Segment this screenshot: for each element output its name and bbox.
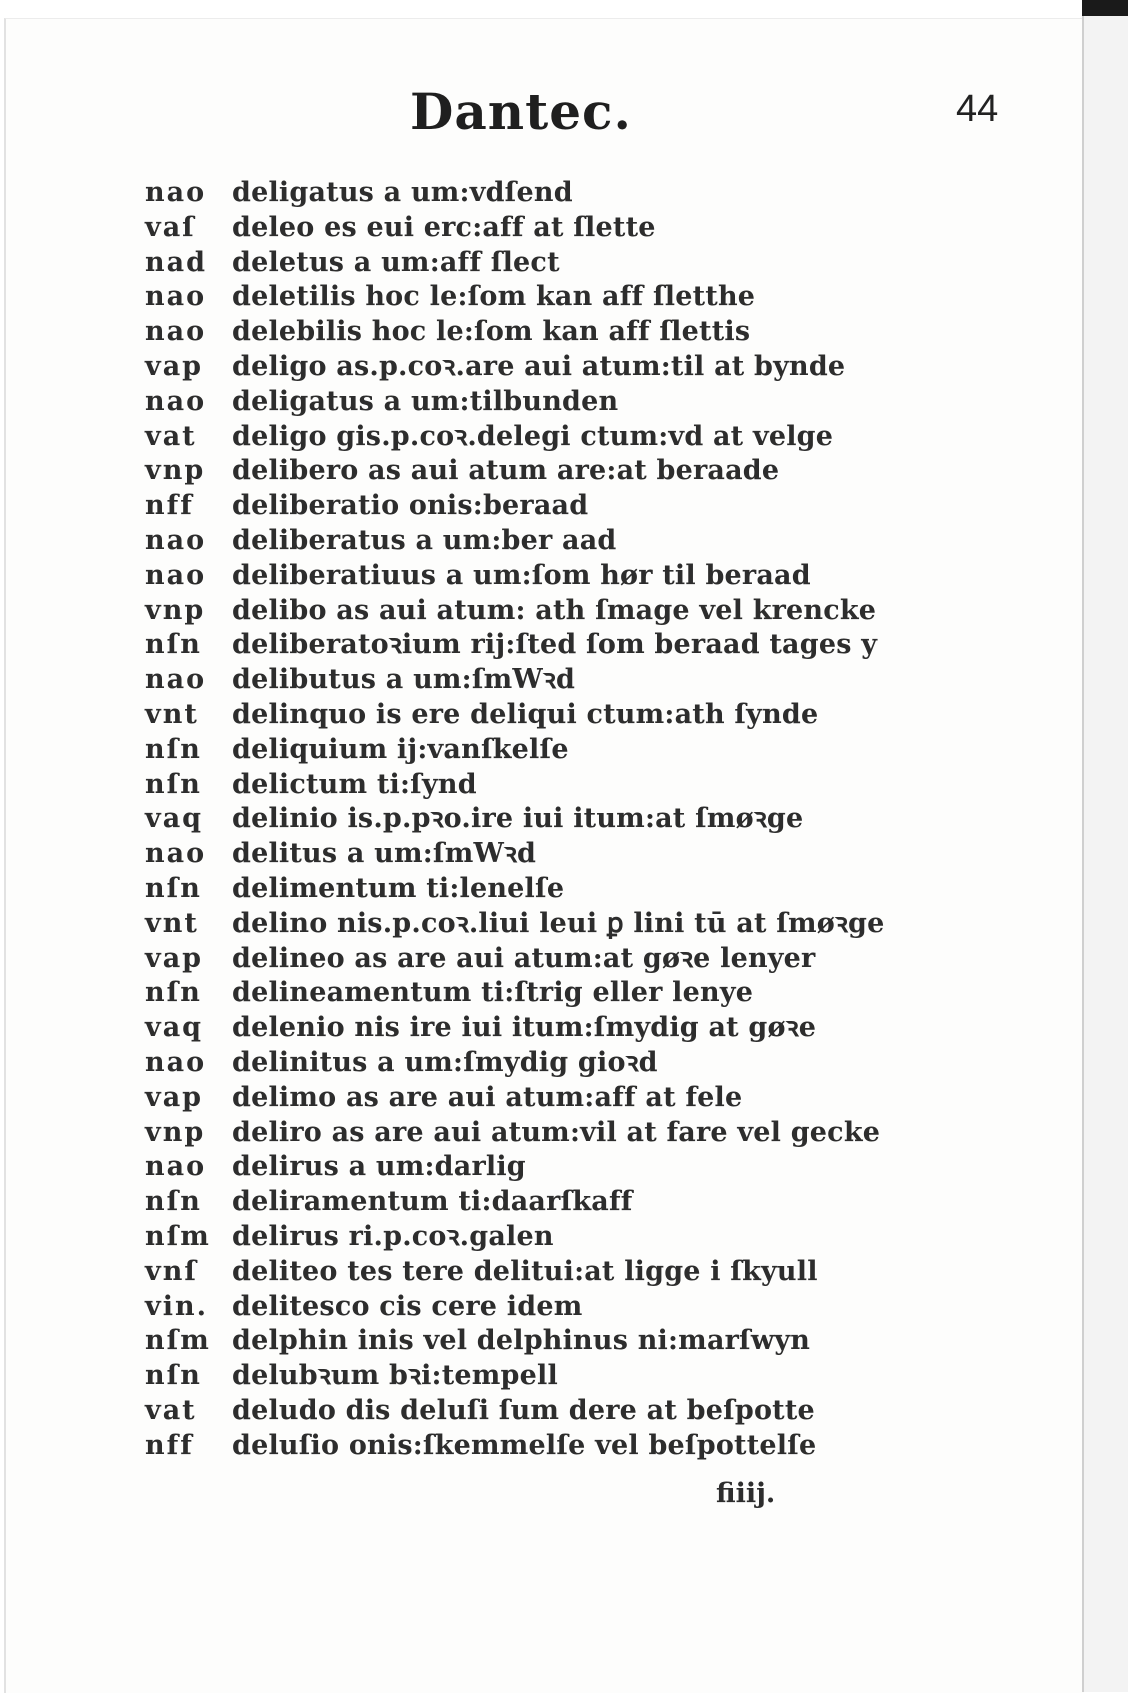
entry-text: deletus a um:aff ſlect bbox=[232, 246, 560, 278]
entry-text: delenio nis ire iui itum:ſmydig at gøꝛe bbox=[232, 1012, 817, 1044]
page-edge bbox=[1082, 0, 1128, 1692]
dictionary-entry bbox=[145, 1185, 925, 1220]
dictionary-entry bbox=[145, 385, 925, 420]
grammar-code: nao bbox=[145, 838, 207, 870]
entry-text: delphin inis vel delphinus ni:marſwyn bbox=[232, 1325, 811, 1357]
grammar-code: vap bbox=[145, 1081, 204, 1113]
dictionary-entry bbox=[145, 350, 925, 385]
grammar-code: vaq bbox=[145, 1012, 204, 1044]
grammar-code: vaſ bbox=[145, 211, 196, 243]
grammar-code: nao bbox=[145, 177, 207, 208]
dictionary-entry bbox=[145, 211, 925, 246]
dictionary-entry bbox=[145, 1255, 925, 1290]
entry-text: delitus a um:ſmWꝛd bbox=[232, 838, 537, 870]
entry-text: delineo as are aui atum:at gøꝛe lenyer bbox=[232, 942, 816, 974]
dictionary-entry bbox=[145, 942, 925, 977]
grammar-code: vnſ bbox=[145, 1255, 198, 1287]
dictionary-entry bbox=[145, 698, 925, 733]
entry-text: deligatus a um:tilbunden bbox=[232, 385, 619, 417]
grammar-code: nao bbox=[145, 385, 207, 417]
dictionary-entry bbox=[145, 1290, 925, 1325]
dictionary-entry bbox=[145, 315, 925, 350]
dictionary-entry bbox=[145, 837, 925, 872]
dictionary-entries bbox=[145, 176, 925, 1463]
dictionary-entry bbox=[145, 524, 925, 559]
grammar-code: nao bbox=[145, 1151, 207, 1183]
entry-text: deliberatoꝛium rij:ſted ſom beraad tages y bbox=[232, 629, 878, 661]
entry-text: delirus a um:darlig bbox=[232, 1151, 526, 1183]
grammar-code: vin. bbox=[145, 1290, 208, 1322]
grammar-code: nſn bbox=[145, 629, 202, 661]
grammar-code: nſn bbox=[145, 1186, 202, 1218]
entry-text: deliramentum ti:daarſkaff bbox=[232, 1186, 633, 1218]
signature-mark: fiiij. bbox=[716, 1478, 776, 1509]
scan-corner bbox=[1082, 0, 1128, 16]
dictionary-entry bbox=[145, 907, 925, 942]
entry-text: delineamentum ti:ſtrig eller lenye bbox=[232, 977, 754, 1009]
grammar-code: vat bbox=[145, 1394, 197, 1426]
grammar-code: nao bbox=[145, 281, 207, 313]
dictionary-entry bbox=[145, 1150, 925, 1185]
dictionary-entry bbox=[145, 628, 925, 663]
entry-text: delinitus a um:ſmydig gioꝛd bbox=[232, 1046, 658, 1078]
dictionary-entry bbox=[145, 454, 925, 489]
entry-text: delirus ri.p.coꝛ.galen bbox=[232, 1220, 554, 1252]
entry-text: delimo as are aui atum:aff at fele bbox=[232, 1081, 743, 1113]
grammar-code: vnp bbox=[145, 1116, 206, 1148]
grammar-code: nff bbox=[145, 1429, 194, 1461]
entry-text: delino nis.p.coꝛ.liui leui ꝑ lini tū at ſmøꝛge bbox=[232, 907, 885, 939]
dictionary-entry bbox=[145, 176, 925, 211]
grammar-code: nſn bbox=[145, 733, 202, 765]
dictionary-entry bbox=[145, 1011, 925, 1046]
dictionary-entry bbox=[145, 594, 925, 629]
dictionary-entry bbox=[145, 559, 925, 594]
grammar-code: vaq bbox=[145, 803, 204, 835]
dictionary-entry bbox=[145, 489, 925, 524]
dictionary-entry bbox=[145, 663, 925, 698]
dictionary-entry bbox=[145, 872, 925, 907]
dictionary-entry bbox=[145, 1116, 925, 1151]
entry-text: deliro as are aui atum:vil at fare vel gecke bbox=[232, 1116, 881, 1148]
running-head: Dantec. bbox=[410, 82, 632, 141]
entry-text: delimentum ti:lenelſe bbox=[232, 872, 565, 904]
entry-text: delibutus a um:ſmWꝛd bbox=[232, 664, 576, 696]
entry-text: delebilis hoc le:ſom kan aff ſlettis bbox=[232, 316, 751, 348]
entry-text: delubꝛum bꝛi:tempell bbox=[232, 1360, 558, 1392]
entry-text: deludo dis deluſi ſum dere at beſpotte bbox=[232, 1394, 815, 1426]
entry-text: deleo es eui erc:aff at ſlette bbox=[232, 211, 656, 243]
grammar-code: nſn bbox=[145, 872, 202, 904]
entry-text: delictum ti:ſynd bbox=[232, 768, 477, 800]
dictionary-entry bbox=[145, 280, 925, 315]
grammar-code: nao bbox=[145, 524, 207, 556]
entry-text: deligo gis.p.coꝛ.delegi ctum:vd at velge bbox=[232, 420, 834, 452]
entry-text: delibo as aui atum: ath ſmage vel krencke bbox=[232, 594, 877, 626]
entry-text: deliberatio onis:beraad bbox=[232, 490, 589, 522]
grammar-code: nſn bbox=[145, 1360, 202, 1392]
grammar-code: nſn bbox=[145, 977, 202, 1009]
dictionary-entry bbox=[145, 1046, 925, 1081]
grammar-code: nſm bbox=[145, 1325, 211, 1357]
grammar-code: nad bbox=[145, 246, 208, 278]
dictionary-entry bbox=[145, 1394, 925, 1429]
dictionary-entry bbox=[145, 1324, 925, 1359]
entry-text: deliteo tes tere delitui:at ligge i ſkyull bbox=[232, 1255, 818, 1287]
grammar-code: vnp bbox=[145, 594, 206, 626]
entry-text: deliberatiuus a um:ſom hør til beraad bbox=[232, 559, 811, 591]
entry-text: deliberatus a um:ber aad bbox=[232, 524, 617, 556]
grammar-code: vap bbox=[145, 942, 204, 974]
grammar-code: nſn bbox=[145, 768, 202, 800]
grammar-code: nao bbox=[145, 664, 207, 696]
grammar-code: vat bbox=[145, 420, 197, 452]
dictionary-entry bbox=[145, 1081, 925, 1116]
entry-text: deligatus a um:vdſend bbox=[232, 177, 573, 208]
entry-text: delibero as aui atum are:at beraade bbox=[232, 455, 780, 487]
entry-text: deluſio onis:ſkemmelſe vel beſpottelſe bbox=[232, 1429, 817, 1461]
dictionary-entry bbox=[145, 420, 925, 455]
entry-text: delinio is.p.pꝛo.ire iui itum:at ſmøꝛge bbox=[232, 803, 804, 835]
dictionary-entry bbox=[145, 1220, 925, 1255]
entry-text: delitesco cis cere idem bbox=[232, 1290, 583, 1322]
entry-text: deliquium ij:vanſkelſe bbox=[232, 733, 569, 765]
dictionary-entry bbox=[145, 1359, 925, 1394]
dictionary-entry bbox=[145, 976, 925, 1011]
entry-text: deletilis hoc le:ſom kan aff ſletthe bbox=[232, 281, 756, 313]
grammar-code: vnp bbox=[145, 455, 206, 487]
dictionary-entry bbox=[145, 768, 925, 803]
entry-text: deligo as.p.coꝛ.are aui atum:til at bynde bbox=[232, 350, 846, 382]
dictionary-entry bbox=[145, 733, 925, 768]
grammar-code: nao bbox=[145, 1046, 207, 1078]
grammar-code: vap bbox=[145, 350, 204, 382]
dictionary-entry bbox=[145, 802, 925, 837]
grammar-code: vnt bbox=[145, 907, 199, 939]
dictionary-entry bbox=[145, 246, 925, 281]
dictionary-entry bbox=[145, 1429, 925, 1464]
grammar-code: nao bbox=[145, 316, 207, 348]
grammar-code: vnt bbox=[145, 698, 199, 730]
page-number: 44 bbox=[956, 88, 999, 130]
grammar-code: nao bbox=[145, 559, 207, 591]
grammar-code: nſm bbox=[145, 1220, 211, 1252]
grammar-code: nff bbox=[145, 490, 194, 522]
entry-text: delinquo is ere deliqui ctum:ath ſynde bbox=[232, 698, 819, 730]
